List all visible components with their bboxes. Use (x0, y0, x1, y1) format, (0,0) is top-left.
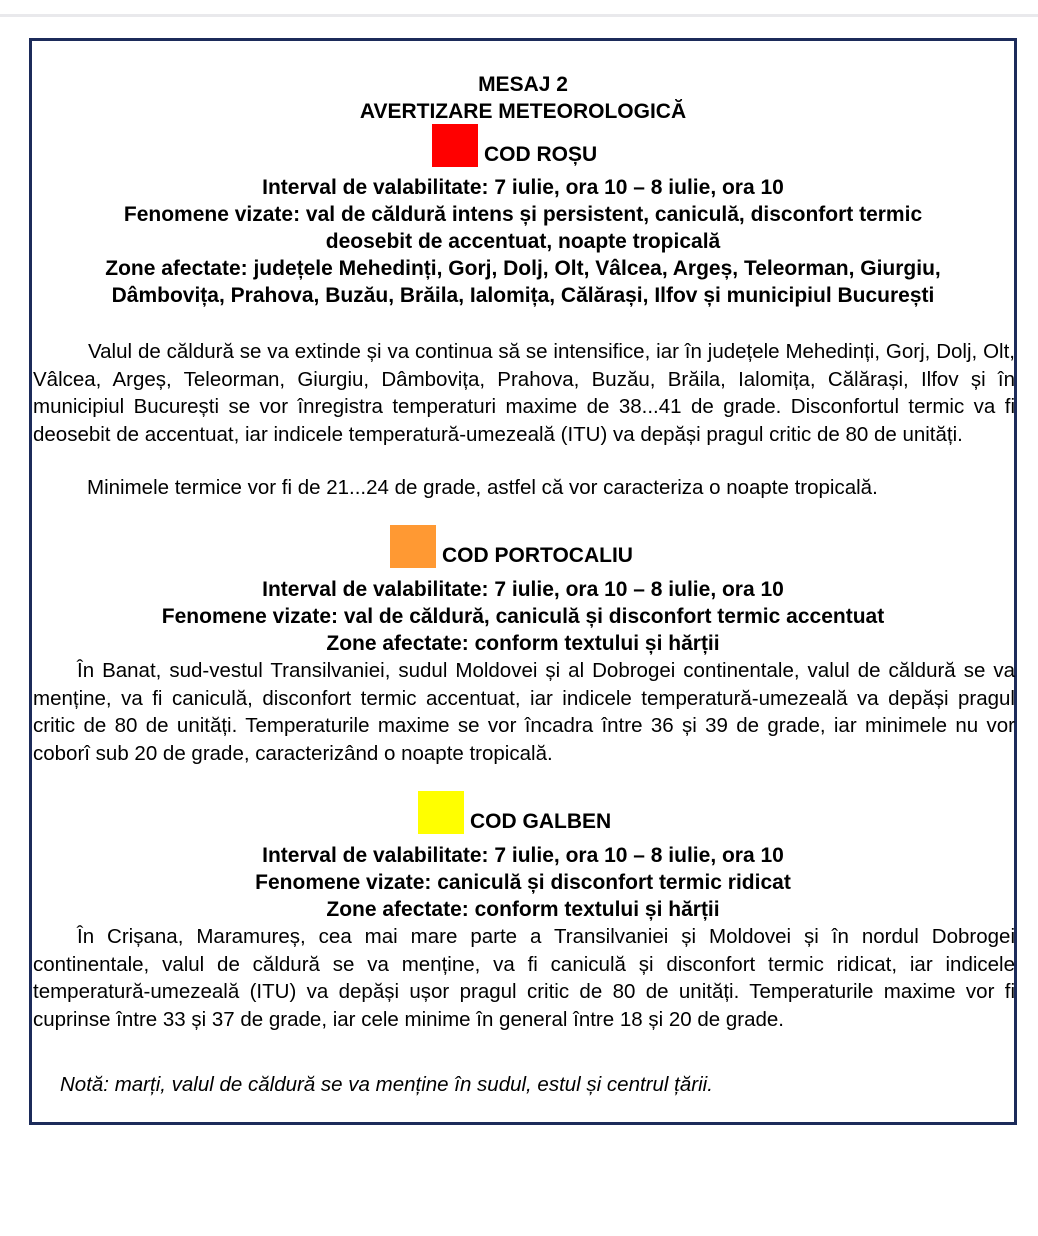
top-divider (0, 14, 1038, 17)
orange-square-icon (390, 525, 436, 568)
yellow-paragraph: În Crișana, Maramureș, cea mai mare parte a Transilvaniei și Moldovei și în nordul Dobrogei continentale, valul de căldură se va menține, va fi caniculă și disconfort termic ridicat, iar indicele temperatură-umezeală (ITU) va depăși ușor pragul critic de 80 de unități. Temperaturile maxime vor fi cuprinse între 33 și 37 de grade, iar cele minime în general între 18 și 20 de grade. (33, 925, 1015, 1031)
orange-zones: Zone afectate: conform textului și hărții (326, 632, 720, 655)
red-phenomena-line2: deosebit de accentuat, noapte tropicală (325, 230, 721, 253)
yellow-phenomena: Fenomene vizate: caniculă și disconfort termic ridicat (255, 871, 791, 894)
message-number: MESAJ 2 (478, 73, 568, 96)
orange-code-label: COD PORTOCALIU (442, 544, 633, 567)
red-interval: Interval de valabilitate: 7 iulie, ora 10 – 8 iulie, ora 10 (262, 176, 784, 199)
yellow-code-label: COD GALBEN (470, 810, 612, 833)
red-phenomena-line1: Fenomene vizate: val de căldură intens și persistent, caniculă, disconfort termic (123, 203, 923, 226)
yellow-square-icon (418, 791, 464, 834)
red-square-icon (432, 124, 478, 167)
orange-interval: Interval de valabilitate: 7 iulie, ora 10 – 8 iulie, ora 10 (262, 578, 784, 601)
red-code-heading (432, 124, 597, 167)
note: Notă: marți, valul de căldură se va menține în sudul, estul și centrul țării. (60, 1073, 713, 1096)
orange-phenomena: Fenomene vizate: val de căldură, caniculă și disconfort termic accentuat (161, 605, 885, 628)
yellow-interval: Interval de valabilitate: 7 iulie, ora 10 – 8 iulie, ora 10 (262, 844, 784, 867)
red-paragraph: Valul de căldură se va extinde și va continua să se intensifice, iar în județele Mehedinți, Gorj, Dolj, Olt, Vâlcea, Argeș, Teleorman, Giurgiu, Dâmbovița, Prahova, Buzău, Brăila, Ialomița, Călărași, Ilfov și în municipiul București se vor înregistra temperaturi maxime de 38...41 de grade. Disconfortul termic va fi deosebit de accentuat, iar indicele temperatură-umezeală (ITU) va depăși pragul critic de 80 de unități. (33, 340, 1015, 446)
yellow-zones: Zone afectate: conform textului și hărții (326, 898, 720, 921)
orange-code-heading (390, 525, 633, 568)
red-zones-line1: Zone afectate: județele Mehedinți, Gorj, Dolj, Olt, Vâlcea, Argeș, Teleorman, Giurgiu, (105, 257, 941, 280)
red-minimums: Minimele termice vor fi de 21...24 de grade, astfel că vor caracteriza o noapte tropicală. (87, 476, 878, 499)
orange-paragraph: În Banat, sud-vestul Transilvaniei, sudul Moldovei și al Dobrogei continentale, valul de căldură se va menține, va fi caniculă, disconfort termic accentuat, iar indicele temperatură-umezeală va depăși pragul critic de 80 de unități. Temperaturile maxime se vor încadra între 36 și 39 de grade, iar minimele nu vor coborî sub 20 de grade, caracterizând o noapte tropicală. (33, 659, 1015, 765)
document-title: AVERTIZARE METEOROLOGICĂ (359, 100, 687, 123)
red-zones-line2: Dâmbovița, Prahova, Buzău, Brăila, Ialomița, Călărași, Ilfov și municipiul București (111, 284, 935, 307)
warning-document (29, 38, 1017, 1125)
red-code-label: COD ROȘU (484, 143, 598, 166)
yellow-code-heading (418, 791, 611, 834)
